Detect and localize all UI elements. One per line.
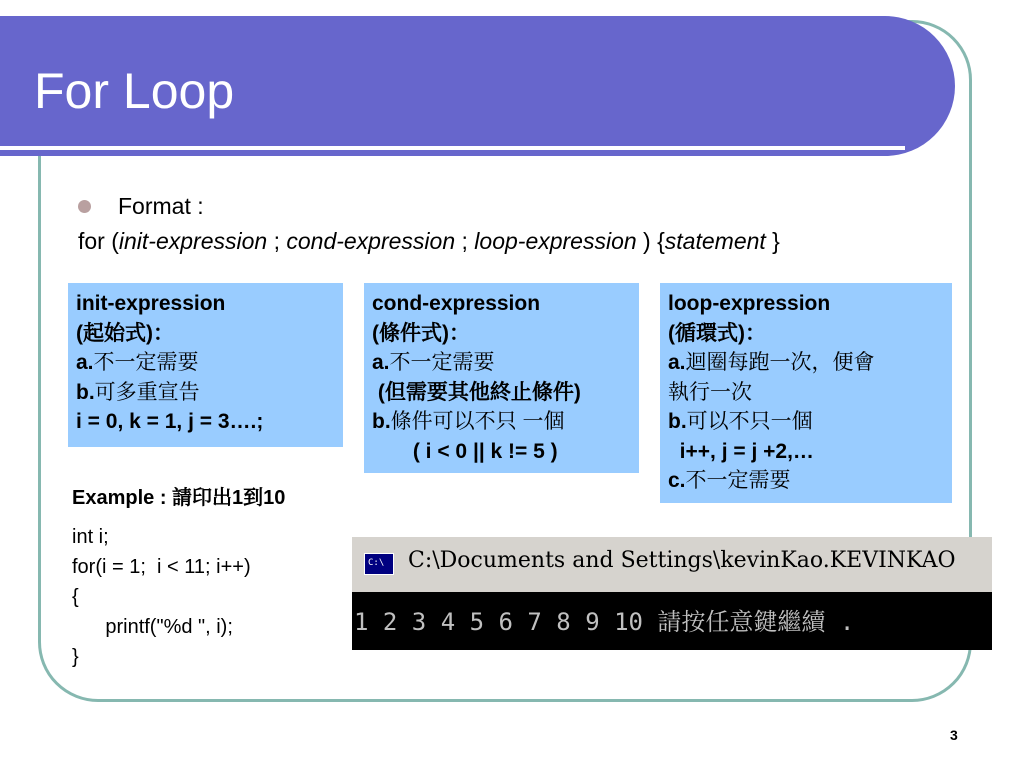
close-brace: } — [765, 228, 780, 254]
item-text-a: 迴圈每跑一次，便會 — [685, 351, 875, 374]
item-label-b: b. — [372, 410, 391, 433]
cond-expression-box — [364, 283, 639, 473]
separator-1: ; — [267, 228, 287, 254]
title-rule — [0, 146, 905, 150]
box-subheading: (起始式)： — [76, 321, 174, 345]
console-title: C:\Documents and Settings\kevinKao.KEVINKAO — [408, 548, 956, 573]
item-text-c: 不一定需要 — [685, 469, 791, 492]
item-label-b: b. — [76, 380, 95, 404]
item-example: i++, j = j +2,… — [668, 439, 814, 463]
cond-expression-term: cond-expression — [286, 228, 456, 254]
item-label-a: a. — [668, 351, 686, 374]
code-line: for(i = 1; i < 11; i++) — [72, 556, 251, 578]
console-output: 1 2 3 4 5 6 7 8 9 10 請按任意鍵繼續 . — [354, 608, 855, 636]
item-label-b: b. — [668, 410, 687, 433]
item-text-a: 不一定需要 — [389, 351, 495, 374]
separator-2: ; — [455, 228, 475, 254]
console-icon — [364, 553, 394, 575]
code-line: { — [72, 586, 79, 608]
box-heading: init-expression — [76, 292, 226, 315]
item-note-a: (但需要其他終止條件) — [372, 380, 581, 404]
box-heading: loop-expression — [668, 292, 831, 315]
item-example: ( i < 0 || k != 5 ) — [372, 439, 558, 463]
slide-title: For Loop — [34, 63, 235, 119]
box-subheading: (條件式)： — [372, 321, 470, 345]
item-text-b: 條件可以不只 一個 — [390, 410, 565, 433]
init-expression-term: init-expression — [118, 228, 268, 254]
item-example: i = 0, k = 1, j = 3….; — [76, 410, 264, 433]
code-line: } — [72, 646, 79, 668]
example-text: 請印出1到10 — [172, 487, 286, 509]
item-text-a: 不一定需要 — [93, 351, 199, 374]
item-text-b: 可多重宣告 — [94, 380, 200, 404]
item-label-a: a. — [372, 351, 390, 374]
item-label-a: a. — [76, 351, 94, 374]
title-bar — [0, 16, 955, 156]
example-label: Example : — [72, 487, 173, 509]
box-heading: cond-expression — [372, 292, 541, 315]
box-subheading: (循環式)： — [668, 321, 766, 345]
item-text-b: 可以不只一個 — [686, 410, 813, 433]
format-label: Format : — [118, 193, 204, 219]
item-label-c: c. — [668, 469, 686, 492]
code-line: printf("%d ", i); — [72, 616, 233, 638]
code-line: int i; — [72, 526, 109, 548]
page-number: 3 — [950, 727, 958, 743]
console-icon-label: C:\ — [368, 558, 385, 568]
loop-expression-box — [660, 283, 952, 503]
bullet-icon — [78, 200, 91, 213]
for-syntax-line — [78, 228, 780, 255]
statement-term: statement — [664, 228, 766, 254]
code-block — [72, 522, 251, 672]
close-paren: ) { — [636, 228, 665, 254]
item-text-a-cont: 執行一次 — [668, 380, 752, 404]
loop-expression-term: loop-expression — [474, 228, 637, 254]
example-heading — [72, 481, 285, 510]
init-expression-box — [68, 283, 343, 447]
for-keyword: for ( — [78, 228, 119, 254]
